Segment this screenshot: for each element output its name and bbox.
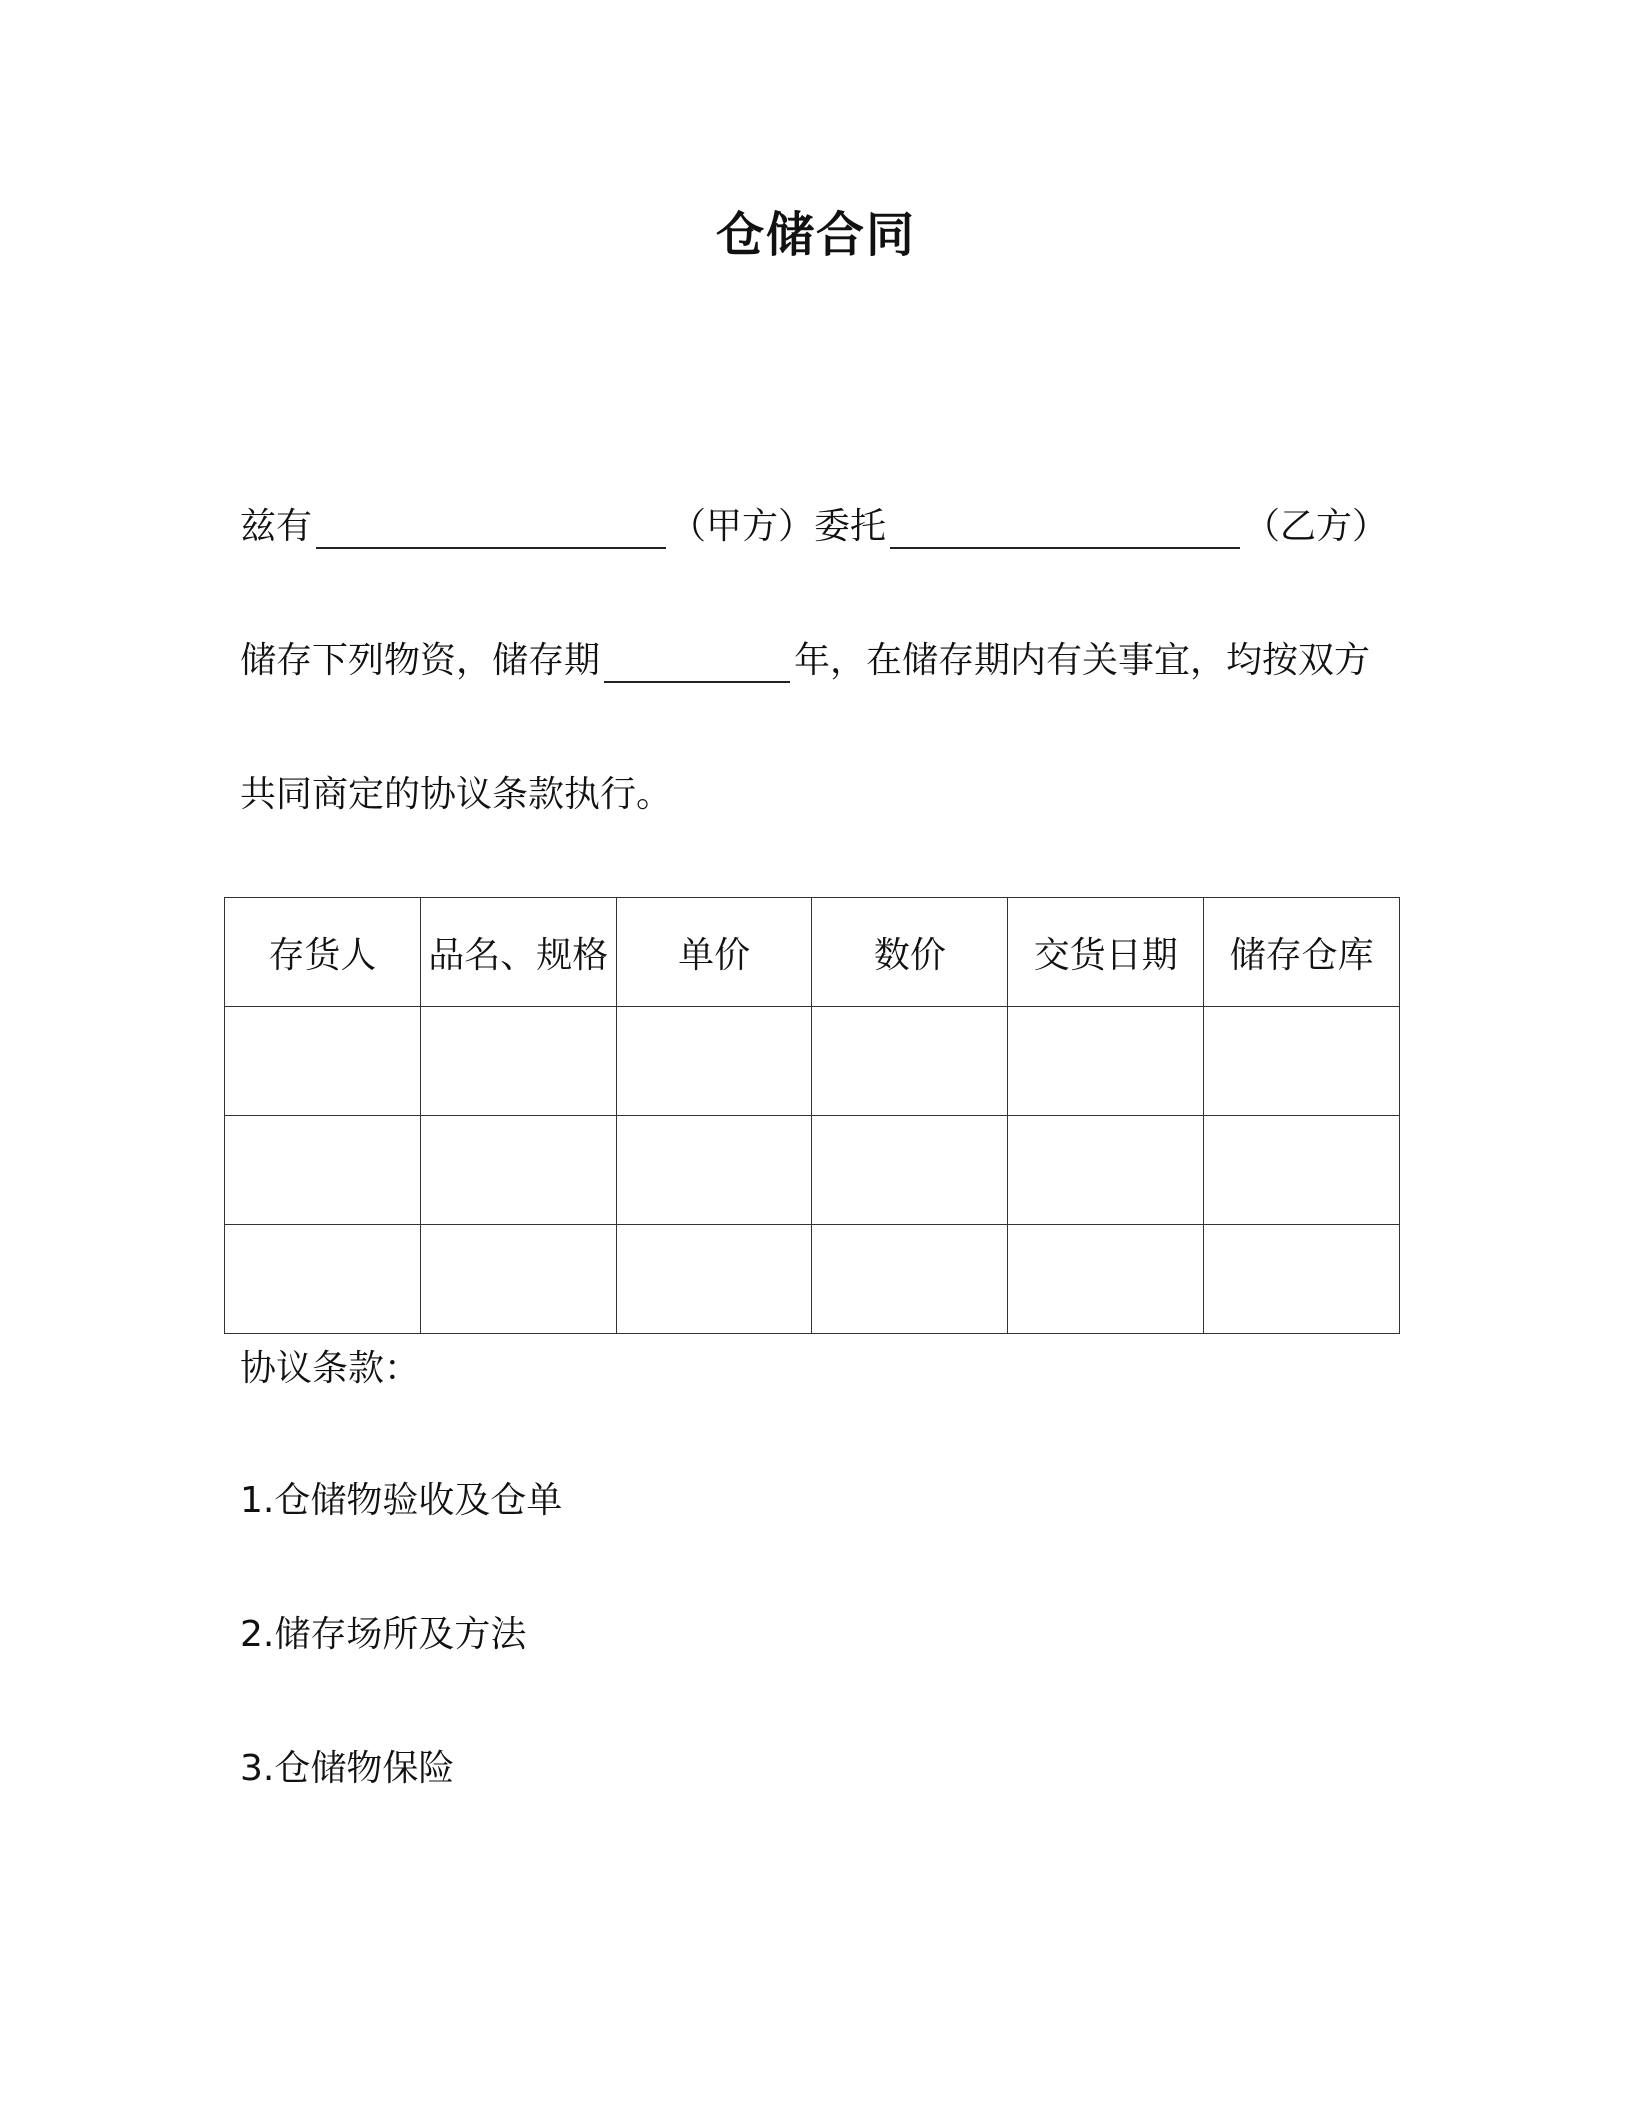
table-cell[interactable]	[225, 1225, 421, 1334]
table-cell[interactable]	[420, 1225, 616, 1334]
table-cell[interactable]	[1008, 1007, 1204, 1116]
clause-item: 3.仓储物保险	[240, 1748, 455, 1789]
intro-line-2	[240, 632, 1370, 683]
party-b-blank[interactable]	[890, 507, 1240, 549]
clauses-heading: 协议条款：	[240, 1348, 421, 1389]
header-warehouse: 储存仓库	[1204, 898, 1400, 1007]
table-cell[interactable]	[616, 1225, 812, 1334]
page-title: 仓储合同	[715, 207, 916, 263]
table-row	[225, 1225, 1400, 1334]
table-cell[interactable]	[225, 1007, 421, 1116]
table-cell[interactable]	[1008, 1225, 1204, 1334]
table-cell[interactable]	[1204, 1007, 1400, 1116]
intro-prefix: 兹有	[240, 506, 313, 547]
table-cell[interactable]	[812, 1225, 1008, 1334]
party-a-label: （甲方）委托	[670, 506, 887, 547]
table-cell[interactable]	[1204, 1116, 1400, 1225]
header-delivery-date: 交货日期	[1008, 898, 1204, 1007]
table-cell[interactable]	[1204, 1225, 1400, 1334]
header-depositor: 存货人	[225, 898, 421, 1007]
table-header-row	[225, 898, 1400, 1007]
table-cell[interactable]	[616, 1116, 812, 1225]
header-product-spec: 品名、规格	[420, 898, 616, 1007]
table-cell[interactable]	[812, 1007, 1008, 1116]
clause-item: 1.仓储物验收及仓单	[240, 1480, 563, 1521]
storage-period-suffix: 年，在储存期内有关事宜，均按双方	[794, 640, 1371, 681]
table-cell[interactable]	[1008, 1116, 1204, 1225]
table-cell[interactable]	[420, 1116, 616, 1225]
table-cell[interactable]	[225, 1116, 421, 1225]
table-row	[225, 1116, 1400, 1225]
storage-period-prefix: 储存下列物资，储存期	[240, 640, 601, 681]
goods-table	[224, 897, 1400, 1334]
intro-line-3: 共同商定的协议条款执行。	[240, 774, 673, 815]
table-cell[interactable]	[616, 1007, 812, 1116]
storage-period-blank[interactable]	[604, 641, 790, 683]
table-cell[interactable]	[420, 1007, 616, 1116]
header-quantity-price: 数价	[812, 898, 1008, 1007]
party-b-label: （乙方）	[1244, 506, 1389, 547]
clause-item: 2.储存场所及方法	[240, 1614, 527, 1655]
party-a-blank[interactable]	[316, 507, 666, 549]
table-cell[interactable]	[812, 1116, 1008, 1225]
table-row	[225, 1007, 1400, 1116]
header-unit-price: 单价	[616, 898, 812, 1007]
intro-line-1	[240, 498, 1388, 549]
